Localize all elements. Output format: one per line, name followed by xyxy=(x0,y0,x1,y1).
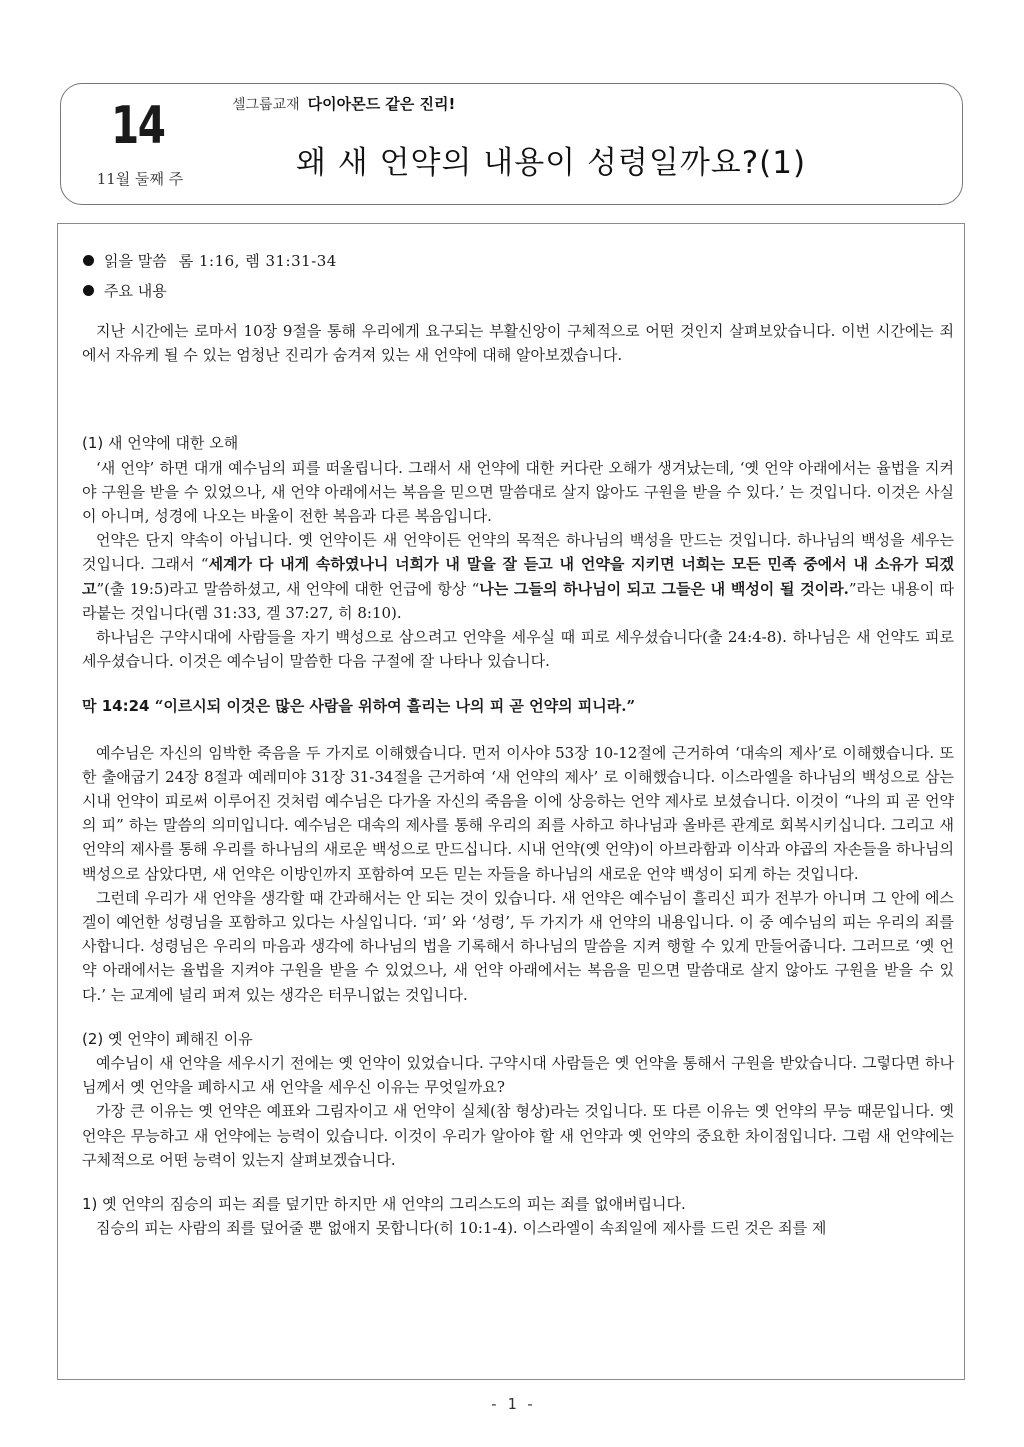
paragraph: ‘새 언약’ 하면 대개 예수님의 피를 떠올립니다. 그래서 새 언약에 대한 커다란 오해가 생겨났는데, ‘옛 언약 아래에서는 율법을 지켜야 구원을 받을 수 있었으나, 새 언약 아래에서는 복음을 믿으면 말씀대로 살지 않아도 구원을 받을 수 있다.’ 는 것입니다. 이것은 사실이 아니며, 성경에 나오는 바울이 전한 복음과 다른 복음입니다. xyxy=(82,458,954,526)
paragraph: 가장 큰 이유는 옛 언약은 예표와 그림자이고 새 언약이 실체(참 형상)라는 것입니다. 또 다른 이유는 옛 언약의 무능 때문입니다. 옛 언약은 무능하고 새 언약에는 능력이 있습니다. 이것이 우리가 알아야 할 새 언약과 옛 언약의 중요한 차이점입니다. 그럼 새 언약에는 구체적으로 어떤 능력이 있는지 살펴보겠습니다. xyxy=(82,1102,954,1169)
content-box xyxy=(57,223,965,1380)
intro-paragraph: 지난 시간에는 로마서 10장 9절을 통해 우리에게 요구되는 부활신앙이 구체적으로 어떤 것인지 살펴보았습니다. 이번 시간에는 죄에서 자유케 될 수 있는 엄청난 진리가 숨겨져 있는 새 언약에 대해 알아보겠습니다. xyxy=(82,322,954,365)
paragraph xyxy=(82,528,954,625)
text-run: 언약은 단지 약속이 아닙니다. 옛 언약이든 새 언약이든 언약의 목적은 하나님의 백성을 만드는 것입니다. 하나님의 백성을 세우는 것입니다. 그래서 “ xyxy=(82,531,954,574)
bullet-icon xyxy=(83,255,94,266)
section1-heading: (1) 새 언약에 대한 오해 xyxy=(82,434,239,453)
paragraph: 그런데 우리가 새 언약을 생각할 때 간과해서는 안 되는 것이 있습니다. 새 언약은 예수님이 흘리신 피가 전부가 아니며 그 안에 에스겔이 예언한 성령님을 포함하고 있다는 사실입니다. ‘피’ 와 ‘성령’, 두 가지가 새 언약의 내용입니다. 이 중 예수님의 피는 우리의 죄를 사합니다. 성령님은 우리의 마음과 생각에 하나님의 법을 기록해서 하나님의 말씀을 지켜 행할 수 있게 만들어줍니다. 그러므로 ‘옛 언약 아래에서는 율법을 지켜야 구원을 받을 수 있었으나, 새 언약 아래에서는 복음을 믿으면 말씀대로 살지 않아도 구원을 받을 수 있다.’ 는 교계에 널리 퍼져 있는 생각은 터무니없는 것입니다. xyxy=(82,888,954,1004)
section2-heading: (2) 옛 언약이 폐해진 이유 xyxy=(82,1029,253,1048)
reading-line xyxy=(82,246,954,276)
content-body xyxy=(82,246,954,1241)
series-label: 셀그룹교재 xyxy=(232,97,300,113)
text-run: ”라는 내용이 따라붙는 것입니다(렘 31:33, 겔 37:27, 히 8:10). xyxy=(82,579,954,622)
emphasis: 나는 그들의 하나님이 되고 그들은 내 백성이 될 것이라. xyxy=(479,579,849,598)
reading-label: 읽을 말씀 xyxy=(104,252,167,270)
series-name: 다이아몬드 같은 진리! xyxy=(307,95,456,113)
verse-reference: 막 14:24 xyxy=(82,697,150,716)
paragraph: 예수님은 자신의 임박한 죽음을 두 가지로 이해했습니다. 먼저 이사야 53장 10-12절에 근거하여 ‘대속의 제사’로 이해했습니다. 또한 출애굽기 24장 8절과 예레미야 31장 31-34절을 근거하여 ‘새 언약의 제사’ 로 이해했습니다. 이스라엘을 하나님의 백성으로 삼는 시내 언약이 피로써 이루어진 것처럼 예수님은 다가올 자신의 죽음을 이에 상응하는 언약 제사로 보셨습니다. 이것이 “나의 피 곧 언약의 피” 하는 말씀의 의미입니다. 예수님은 대속의 제사를 통해 우리의 죄를 사하고 하나님과 올바른 관계로 회복시키십니다. 그리고 새 언약의 제사를 통해 우리를 하나님의 새로운 백성으로 만드십니다. 시내 언약(옛 언약)이 아브라함과 이삭과 야곱의 자손들을 하나님의 백성으로 삼았다면, 새 언약은 이방인까지 포함하여 모든 믿는 자들을 하나님의 새로운 언약 백성이 되게 하는 것입니다. xyxy=(82,743,954,883)
page-number: - 1 - xyxy=(489,1395,535,1413)
paragraph: 예수님이 새 언약을 세우시기 전에는 옛 언약이 있었습니다. 구약시대 사람들은 옛 언약을 통해서 구원을 받았습니다. 그렇다면 하나님께서 옛 언약을 폐하시고 새 언약을 세우신 이유는 무엇일까요? xyxy=(82,1054,954,1097)
verse-text: “이르시되 이것은 많은 사람을 위하여 흘리는 나의 피 곧 언약의 피니라.” xyxy=(154,697,636,716)
key-verse xyxy=(82,694,954,718)
paragraph: 짐승의 피는 사람의 죄를 덮어줄 뿐 없애지 못합니다(히 10:1-4). 이스라엘이 속죄일에 제사를 드린 것은 죄를 제 xyxy=(96,1219,827,1238)
reading-value: 롬 1:16, 렘 31:31-34 xyxy=(178,252,337,270)
week-label: 11월 둘째 주 xyxy=(96,170,184,188)
summary-line xyxy=(82,276,954,306)
series-line xyxy=(232,93,455,114)
emphasis: 세계가 다 내게 속하였나니 너희가 내 말을 잘 듣고 내 언약을 지키면 너희는 모든 민족 중에서 내 소유가 되겠고 xyxy=(82,555,954,598)
page-title: 왜 새 언약의 내용이 성령일까요?(1) xyxy=(296,145,807,181)
text-run: ”(출 19:5)라고 말씀하셨고, 새 언약에 대한 언급에 항상 “ xyxy=(96,579,480,598)
bullet-icon xyxy=(83,285,94,296)
paragraph: 하나님은 구약시대에 사람들을 자기 백성으로 삼으려고 언약을 세우실 때 피로 세우셨습니다(출 24:4-8). 하나님은 새 언약도 피로 세우셨습니다. 이것은 예수님이 말씀한 다음 구절에 잘 나타나 있습니다. xyxy=(82,628,954,671)
section3-heading: 1) 옛 언약의 짐승의 피는 죄를 덮기만 하지만 새 언약의 그리스도의 피는 죄를 없애버립니다. xyxy=(82,1195,686,1214)
lesson-number: 14 xyxy=(111,96,165,156)
summary-label: 주요 내용 xyxy=(104,282,167,300)
